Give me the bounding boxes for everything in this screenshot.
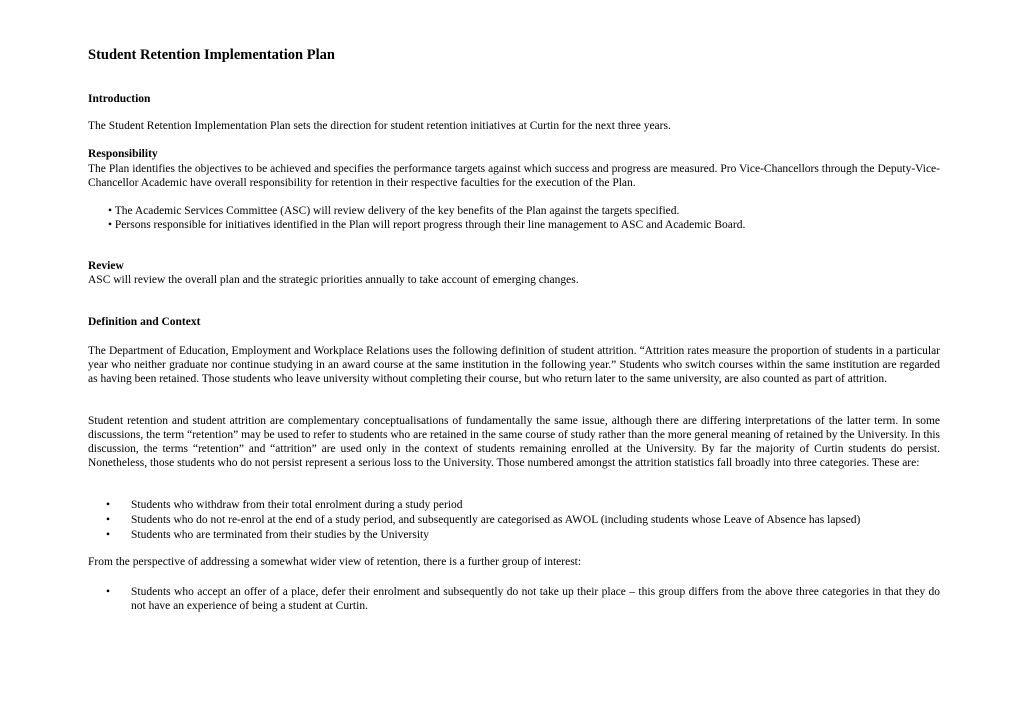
category-text: Students who are terminated from their studies by the University: [131, 529, 429, 541]
responsibility-list: [108, 204, 745, 232]
category-text: Students who do not re-enrol at the end of a study period, and subsequently are categorised as AWOL (including students whose Leave of Absence has lapsed): [131, 514, 861, 526]
bullet-icon: •: [106, 499, 111, 511]
review-text: ASC will review the overall plan and the strategic priorities annually to take account of emerging changes.: [88, 274, 579, 286]
category-list-item: [106, 498, 940, 512]
category-list-item: [106, 528, 940, 542]
review-heading: Review: [88, 260, 124, 272]
further-group-intro: From the perspective of addressing a somewhat wider view of retention, there is a further group of interest:: [88, 556, 582, 568]
responsibility-list-item: • The Academic Services Committee (ASC) will review delivery of the key benefits of the Plan against the targets specified.: [108, 205, 680, 217]
responsibility-heading: Responsibility: [88, 148, 158, 160]
responsibility-text: The Plan identifies the objectives to be achieved and specifies the performance targets against which success and progress are measured. Pro Vice-Chancellors through the Deputy-Vice-Chancellor Academic have overall responsibility for retention in their respective faculties for the execution of the Plan.: [88, 163, 940, 189]
definition-paragraph: Student retention and student attrition are complementary conceptualisations of fundamentally the same issue, although there are differing interpretations of the latter term. In some discussions, the term “retention” may be used to refer to students who are retained in the same course of study rather than the more general meaning of retained by the University. In this discussion, the terms “retention” and “attrition” are used only in the context of students remaining enrolled at the University. By far the majority of Curtin students do persist. Nonetheless, those students who do not persist represent a serious loss to the University. Those numbered amongst the attrition statistics fall broadly into three categories. These are:: [88, 415, 940, 469]
further-group-list-item: [106, 585, 940, 613]
category-list-item: [106, 513, 940, 527]
further-group-text: Students who accept an offer of a place, defer their enrolment and subsequently do not take up their place – this group differs from the above three categories in that they do not have an experience of being a student at Curtin.: [131, 586, 940, 612]
bullet-icon: •: [106, 586, 111, 598]
bullet-icon: •: [106, 529, 111, 541]
category-text: Students who withdraw from their total enrolment during a study period: [131, 499, 463, 511]
bullet-icon: •: [106, 514, 111, 526]
definition-paragraph: The Department of Education, Employment and Workplace Relations uses the following definition of student attrition. “Attrition rates measure the proportion of students in a particular year who neither graduate nor continue studying in an award course at the same institution in the following year.” Students who switch courses within the same institution are regarded as having been retained. Those students who leave university without completing their course, but who return later to the same university, are also counted as part of attrition.: [88, 345, 940, 385]
document-title: Student Retention Implementation Plan: [88, 47, 335, 63]
definition-heading: Definition and Context: [88, 316, 201, 328]
introduction-text: The Student Retention Implementation Plan sets the direction for student retention initiatives at Curtin for the next three years.: [88, 120, 671, 132]
introduction-heading: Introduction: [88, 93, 151, 105]
responsibility-list-item: • Persons responsible for initiatives identified in the Plan will report progress through their line management to ASC and Academic Board.: [108, 219, 746, 231]
